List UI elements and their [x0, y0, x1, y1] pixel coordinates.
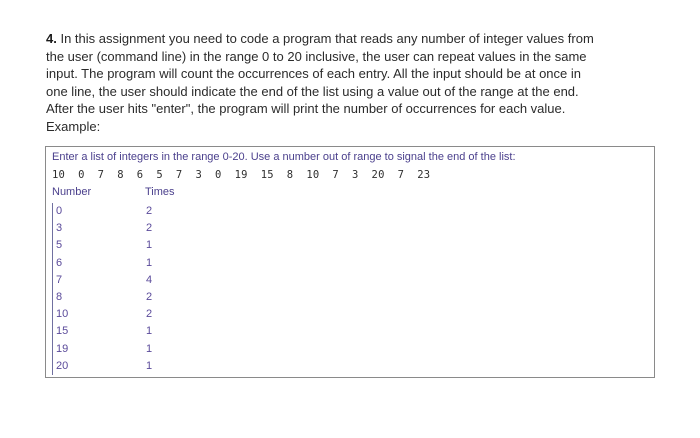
number-cell: 0: [56, 205, 63, 217]
problem-text-line: the user (command line) in the range 0 to 20 inclusive, the user can repeat values in the same: [46, 48, 587, 64]
column-header-number: Number: [52, 186, 92, 198]
problem-text-line: input. The program will count the occurrences of each entry. All the input should be at once in: [46, 66, 581, 81]
times-cell: 2: [145, 205, 153, 217]
times-column: [143, 203, 155, 375]
number-cell: 20: [56, 359, 69, 372]
times-cell: 2: [145, 290, 153, 303]
times-cell: 1: [145, 325, 153, 338]
example-label: Example:: [46, 118, 101, 134]
times-cell: 4: [145, 273, 153, 286]
times-cell: 1: [145, 342, 153, 355]
times-cell: 2: [145, 308, 153, 321]
times-cell: 2: [145, 222, 153, 235]
times-cell: 1: [145, 256, 153, 269]
number-column: [52, 203, 68, 375]
number-cell: 8: [56, 290, 63, 303]
number-cell: 19: [56, 342, 69, 355]
console-prompt: Enter a list of integers in the range 0-20. Use a number out of range to signal the end of the list:: [52, 151, 516, 163]
console-output-box: [45, 146, 655, 378]
number-cell: 7: [56, 273, 63, 286]
times-cell: 1: [145, 239, 153, 252]
column-header-times: Times: [145, 186, 175, 198]
times-cell: 1: [145, 359, 153, 372]
number-cell: 5: [56, 239, 63, 252]
problem-text-line: In this assignment you need to code a program that reads any number of integer values from: [60, 31, 594, 46]
problem-text-line: After the user hits "enter", the program will print the number of occurrences for each value.: [46, 101, 566, 116]
problem-number: 4.: [46, 31, 57, 46]
problem-line-1: [46, 30, 666, 48]
console-input-line: 10 0 7 8 6 5 7 3 0 19 15 8 10 7 3 20 7 23: [52, 169, 431, 181]
number-cell: 15: [56, 325, 69, 338]
number-cell: 10: [56, 308, 69, 321]
number-cell: 6: [56, 256, 63, 269]
problem-text-line: one line, the user should indicate the end of the list using a value out of the range at the end.: [46, 83, 579, 99]
number-cell: 3: [56, 222, 63, 235]
problem-statement: [46, 30, 666, 135]
